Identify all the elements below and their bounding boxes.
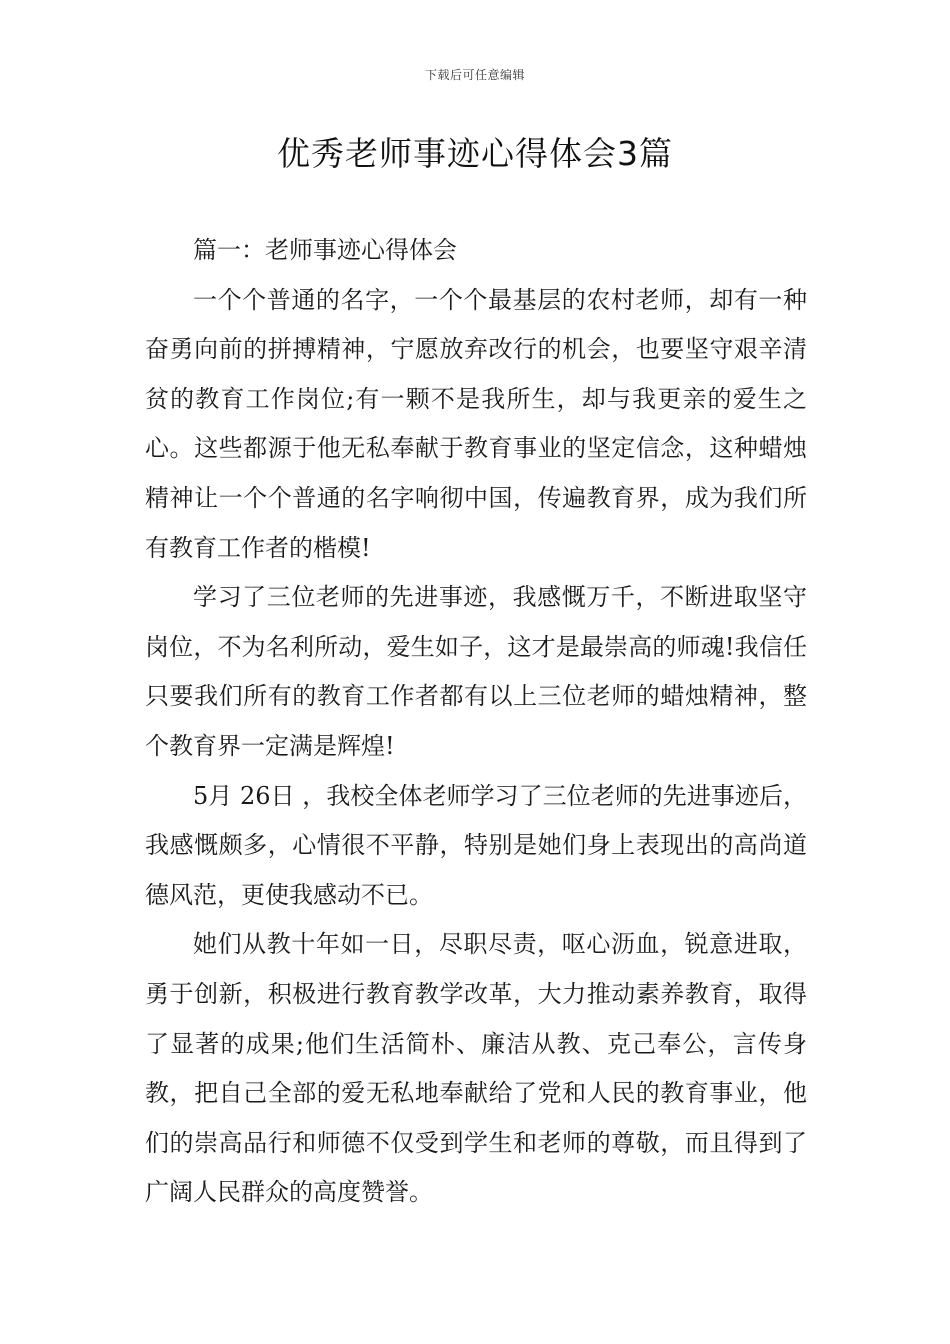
paragraph-3: 5月 26日 ，我校全体老师学习了三位老师的先进事迹后，我感慨颇多，心情很不平静，特别是她们身上表现出的高尚道德风范，更使我感动不已。 [145, 781, 807, 909]
paragraph-1: 一个个普通的名字，一个个最基层的农村老师，却有一种奋勇向前的拼搏精神，宁愿放弃改行的机会，也要坚守艰辛清贫的教育工作岗位;有一颗不是我所生，却与我更亲的爱生之心。这些都源于他无私奉献于教育事业的坚定信念，这种蜡烛精神让一个个普通的名字响彻中国，传遍教育界，成为我们所有教育工作者的楷模! [145, 285, 807, 562]
header-note: 下载后可任意编辑 [424, 68, 525, 82]
paragraph-2: 学习了三位老师的先进事迹，我感慨万千，不断进取坚守岗位，不为名利所动，爱生如子，这才是最崇高的师魂!我信任只要我们所有的教育工作者都有以上三位老师的蜡烛精神，整个教育界一定满是辉煌! [145, 583, 807, 760]
document-body [145, 226, 807, 1218]
paragraph-4: 她们从教十年如一日，尽职尽责，呕心沥血，锐意进取，勇于创新，积极进行教育教学改革，大力推动素养教育，取得了显著的成果;他们生活简朴、廉洁从教、克己奉公，言传身教，把自己全部的爱无私地奉献给了党和人民的教育事业，他们的崇高品行和师德不仅受到学生和老师的尊敬，而且得到了广阔人民群众的高度赞誉。 [145, 930, 807, 1207]
document-title: 优秀老师事迹心得体会3篇 [277, 134, 673, 173]
section-heading: 篇一：老师事迹心得体会 [193, 236, 457, 264]
